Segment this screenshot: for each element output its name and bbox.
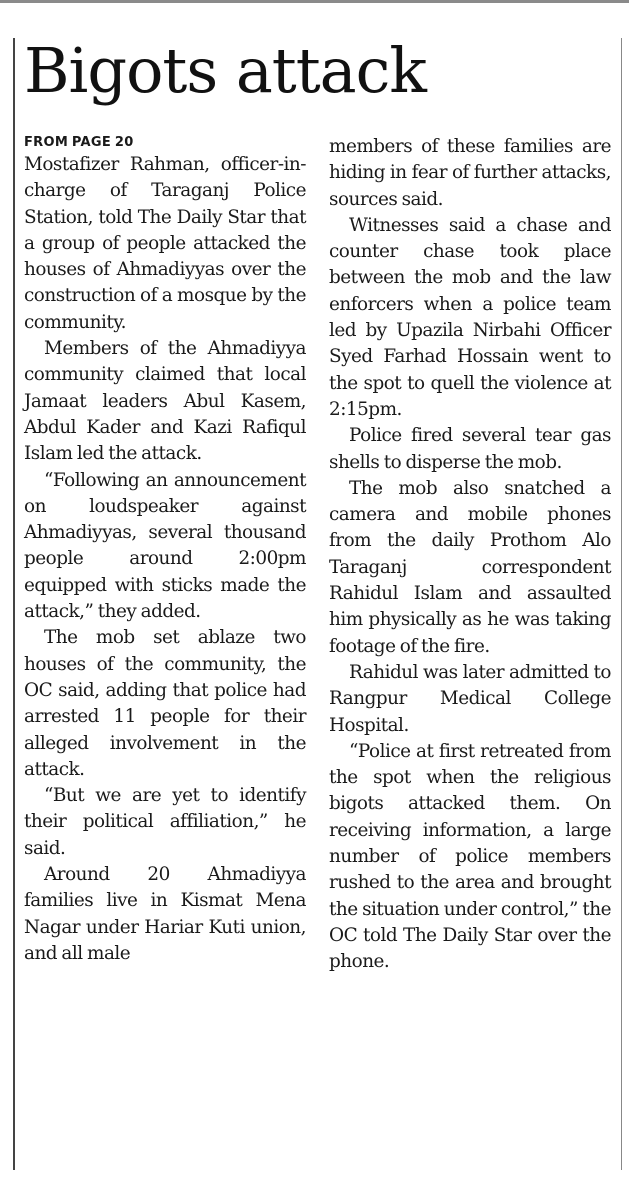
article-paragraph: Police fired several tear gas shells to disperse the mob.	[329, 425, 611, 473]
article-paragraph: Around 20 Ahmadiyya families live in Kismat Mena Nagar under Hariar Kuti union, and all male	[24, 864, 306, 964]
left-column-rule	[13, 38, 15, 1170]
article-paragraph: “But we are yet to identify their political affiliation,” he said.	[24, 785, 306, 859]
article-paragraph: members of these families are hiding in fear of further attacks, sources said.	[329, 136, 611, 210]
jump-line: FROM PAGE 20	[24, 135, 134, 150]
article-paragraph: The mob set ablaze two houses of the community, the OC said, adding that police had arrested 11 people for their alleged involvement in the attack.	[24, 627, 306, 780]
article-paragraph: Witnesses said a chase and counter chase took place between the mob and the law enforcers when a police team led by Upazila Nirbahi Officer Syed Farhad Hossain went to the spot to quell the violence at 2:15pm.	[329, 214, 611, 420]
article-paragraph: Mostafizer Rahman, officer-in-charge of Taraganj Police Station, told The Daily Star that a group of people attacked the houses of Ahmadiyyas over the construction of a mosque by the community.	[24, 154, 306, 333]
article-paragraph: Members of the Ahmadiyya community claimed that local Jamaat leaders Abul Kasem, Abdul Kader and Kazi Rafiqul Islam led the attack.	[24, 338, 306, 465]
right-column-rule	[621, 38, 622, 1170]
article-paragraph: “Police at first retreated from the spot when the religious bigots attacked them. On receiving information, a large number of police members rushed to the area and brought the situation under control,” the OC told The Daily Star over the phone.	[329, 740, 611, 973]
top-rule	[0, 0, 629, 3]
article-column-right	[329, 134, 611, 976]
article-column-left	[24, 134, 306, 967]
article-paragraph: Rahidul was later admitted to Rangpur Medical College Hospital.	[329, 661, 611, 736]
headline: Bigots attack	[24, 34, 426, 107]
article-paragraph: “Following an announcement on loudspeaker against Ahmadiyyas, several thousand people around 2:00pm equipped with sticks made the attack,” they added.	[24, 469, 306, 623]
article-paragraph: The mob also snatched a camera and mobile phones from the daily Prothom Alo Taraganj correspondent Rahidul Islam and assaulted him physically as he was taking footage of the fire.	[329, 477, 611, 657]
